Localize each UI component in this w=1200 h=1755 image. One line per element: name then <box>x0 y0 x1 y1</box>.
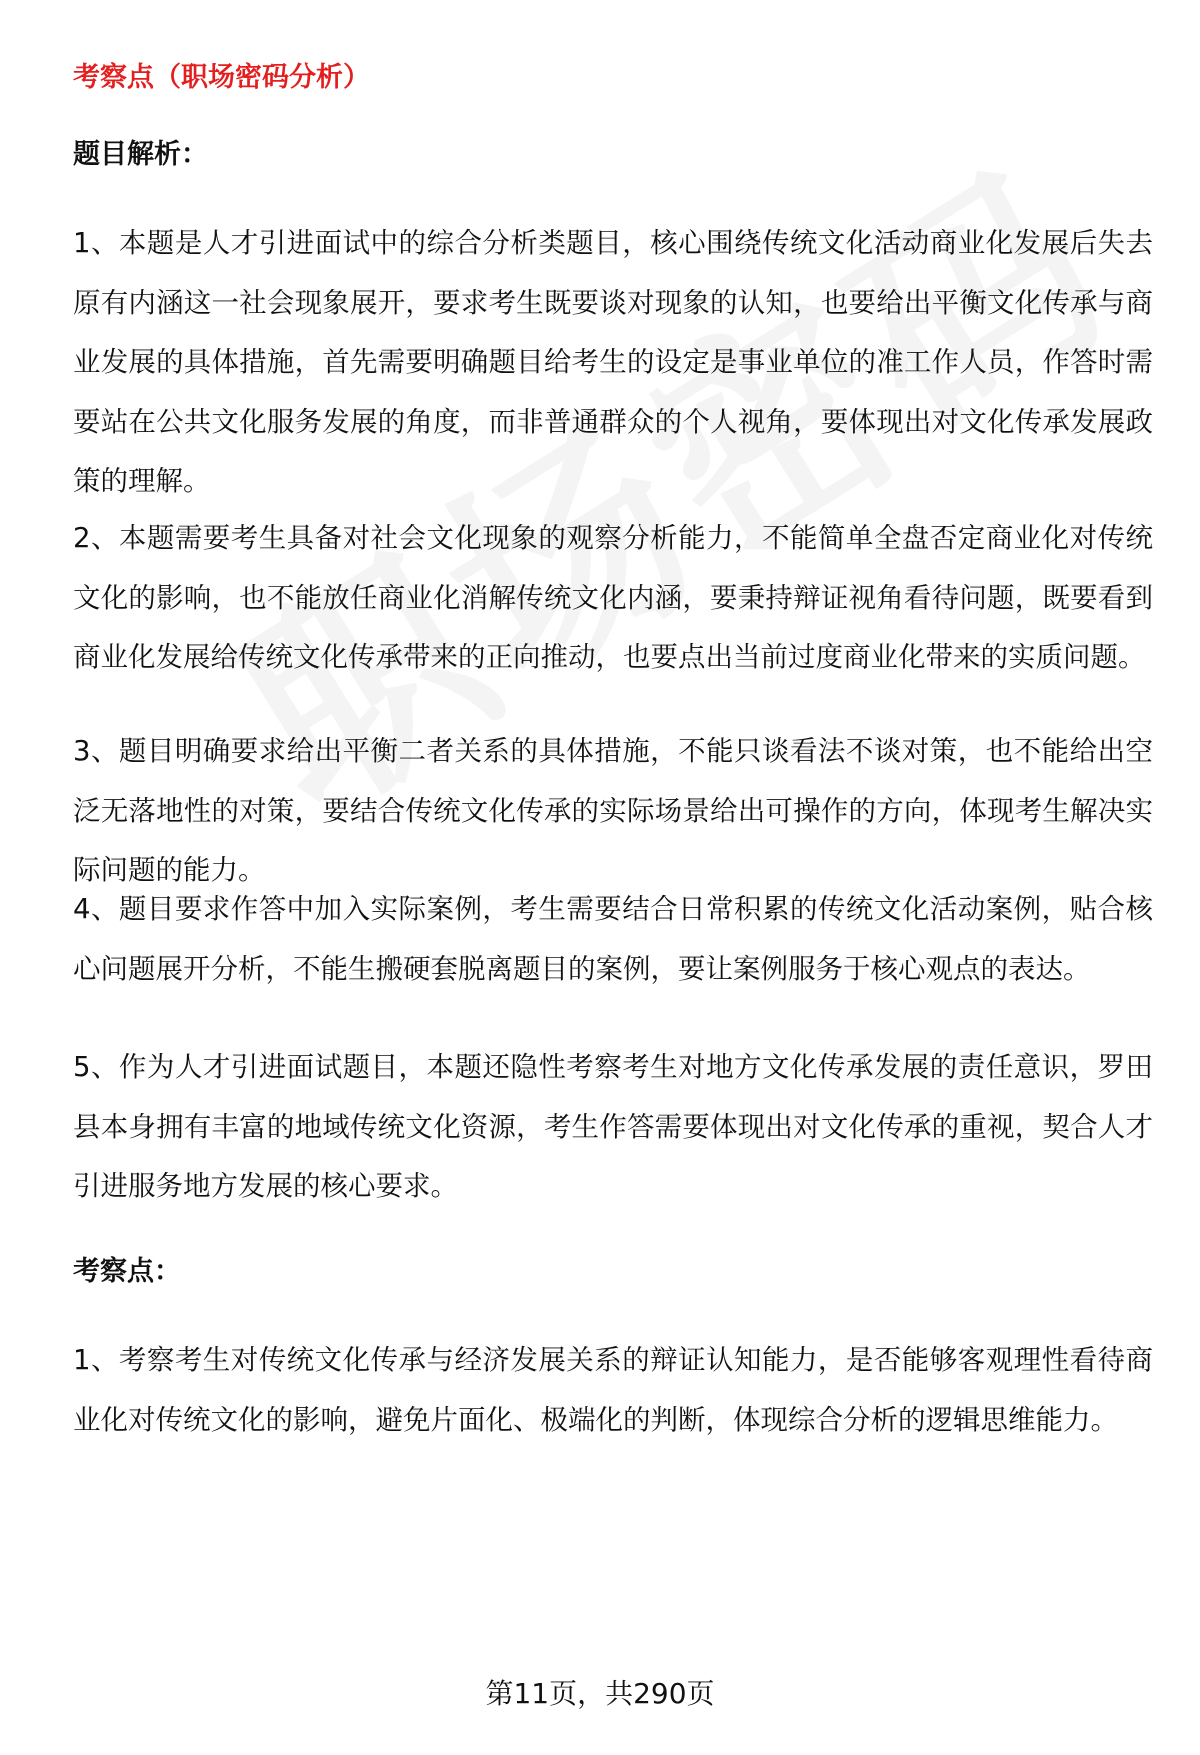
analysis-item-3: 3、题目明确要求给出平衡二者关系的具体措施，不能只谈看法不谈对策，也不能给出空泛无落地性的对策，要结合传统文化传承的实际场景给出可操作的方向，体现考生解决实际问题的能力。 <box>73 735 1153 886</box>
points-heading: 考察点： <box>73 1256 181 1287</box>
analysis-item-4: 4、题目要求作答中加入实际案例，考生需要结合日常积累的传统文化活动案例，贴合核心问题展开分析，不能生搬硬套脱离题目的案例，要让案例服务于核心观点的表达。 <box>73 893 1153 985</box>
points-item-1: 1、考察考生对传统文化传承与经济发展关系的辩证认知能力，是否能够客观理性看待商业化对传统文化的影响，避免片面化、极端化的判断，体现综合分析的逻辑思维能力。 <box>73 1344 1153 1436</box>
analysis-item-2: 2、本题需要考生具备对社会文化现象的观察分析能力，不能简单全盘否定商业化对传统文化的影响，也不能放任商业化消解传统文化内涵，要秉持辩证视角看待问题，既要看到商业化发展给传统文化传承带来的正向推动，也要点出当前过度商业化带来的实质问题。 <box>73 522 1153 673</box>
analysis-heading: 题目解析： <box>73 139 208 170</box>
analysis-item-5: 5、作为人才引进面试题目，本题还隐性考察考生对地方文化传承发展的责任意识，罗田县本身拥有丰富的地域传统文化资源，考生作答需要体现出对文化传承的重视，契合人才引进服务地方发展的核心要求。 <box>73 1051 1153 1202</box>
analysis-item-1: 1、本题是人才引进面试中的综合分析类题目，核心围绕传统文化活动商业化发展后失去原有内涵这一社会现象展开，要求考生既要谈对现象的认知，也要给出平衡文化传承与商业发展的具体措施，首先需要明确题目给考生的设定是事业单位的准工作人员，作答时需要站在公共文化服务发展的角度，而非普通群众的个人视角，要体现出对文化传承发展政策的理解。 <box>73 227 1153 497</box>
page-footer: 第11页，共290页 <box>485 1677 715 1710</box>
section-title: 考察点（职场密码分析） <box>73 62 370 93</box>
